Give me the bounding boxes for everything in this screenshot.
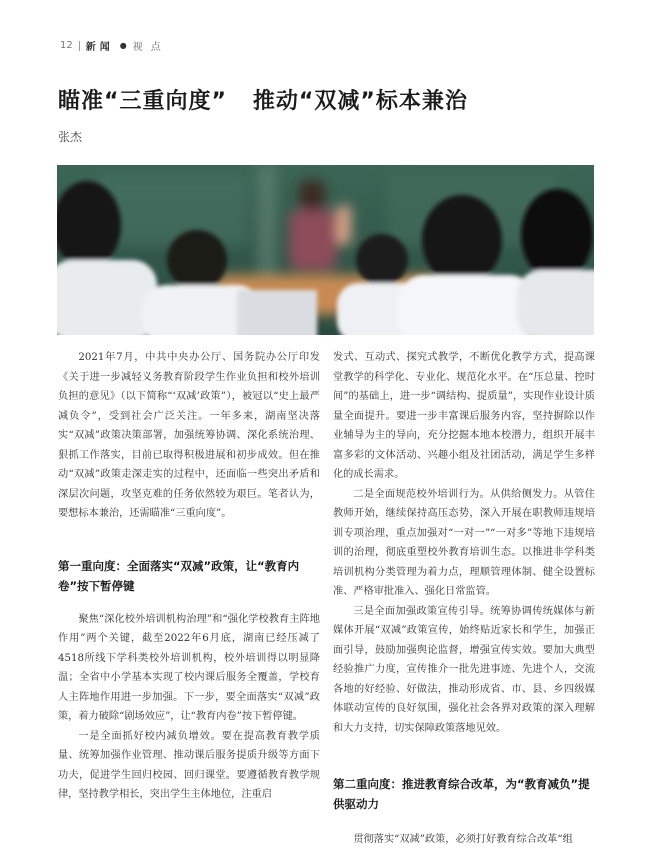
page-number: 12 [60, 40, 73, 51]
header-divider [79, 41, 80, 51]
article-title [58, 84, 618, 115]
paragraph: 三是全面加强政策宣传引导。统筹协调传统媒体与新媒体开展“双减”政策宣传，始终贴近家长和学生，加强正面引导，鼓励加强舆论监督，增强宣传实效。要加大典型经验推广力度，宣传推介一批先进事迹、先进个人，交流各地的好经验、好做法，推动形成省、市、县、乡四级媒体联动宣传的良好氛围，强化社会各界对政策的深入理解和大力支持，切实保障政策落地见效。 [333, 605, 595, 734]
header-dot: ● [119, 41, 127, 50]
article-author: 张杰 [58, 130, 83, 144]
classroom-photo [57, 165, 594, 335]
paragraph: 聚焦“深化校外培训机构治理”和“强化学校教育主阵地作用”两个关键，截至2022年6月底，湖南已经压减了4518所线下学科类校外培训机构，校外培训得以明显降温；全省中小学基本实现了校内课后服务全覆盖，学校育人主阵地作用进一步加强。下一步，要全面落实“双减”政策，着力破除“剧场效应”，让“教育内卷”按下暂停键。 [58, 613, 320, 722]
page-header [60, 38, 169, 53]
article-title-part2: 推动“双减”标本兼治 [252, 89, 468, 114]
section-name: 新闻 [85, 42, 114, 53]
paragraph: 贯彻落实“双减”政策，必须打好教育综合改革“组 [353, 834, 573, 845]
subsection-name: 视点 [132, 42, 169, 53]
article-title-part1: 瞄准“三重向度” [58, 89, 227, 114]
paragraph: 二是全面规范校外培训行为。从供给侧发力。从管住教师开始，继续保持高压态势，深入开展在职教师违规培训专项治理，重点加强对“一对一”“一对多”等地下违规培训的治理，彻底重塑校外教育培训生态。以推进非学科类培训机构分类管理为着力点，理顺管理体制、健全设置标准、严格审批准入、强化日常监管。 [333, 488, 595, 597]
right-column [333, 348, 595, 850]
left-column [58, 348, 320, 805]
section-heading-1: 第一重向度：全面落实“双减”政策，让“教育内卷”按下暂停键 [58, 558, 300, 593]
paragraph: 一是全面抓好校内减负增效。要在提高教育教学质量、统筹加强作业管理、推动课后服务提质升级等方面下功夫，促进学生回归校园、回归课堂。要遵循教育教学规律，坚持教学相长，突出学生主体地位，注重启 [58, 730, 320, 800]
section-heading-2: 第二重向度：推进教育综合改革，为“教育减负”提供驱动力 [333, 777, 590, 811]
paragraph: 发式、互动式、探究式教学，不断优化教学方式，提高课堂教学的科学化、专业化、规范化水平。在“压总量、控时间”的基础上，进一步“调结构、提质量”，实现作业设计质量全面提升。要进一步丰富课后服务内容，坚持摒除以作业辅导为主的导向，充分挖掘本地本校潜力，组织开展丰富多彩的文体活动、兴趣小组及社团活动，满足学生多样化的成长需求。 [333, 352, 595, 480]
intro-paragraph: 2021年7月，中共中央办公厅、国务院办公厅印发《关于进一步减轻义务教育阶段学生作业负担和校外培训负担的意见》（以下简称“‘双减’政策”），被冠以“史上最严减负令”，受到社会广泛关注。一年多来，湖南坚决落实“双减”政策决策部署，加强统筹协调、深化系统治理、狠抓工作落实，目前已取得积极进展和初步成效。但在推动“双减”政策走深走实的过程中，还面临一些突出矛盾和深层次问题，攻坚克难的任务依然较为艰巨。笔者认为，要想标本兼治，还需瞄准“三重向度”。 [58, 352, 320, 519]
